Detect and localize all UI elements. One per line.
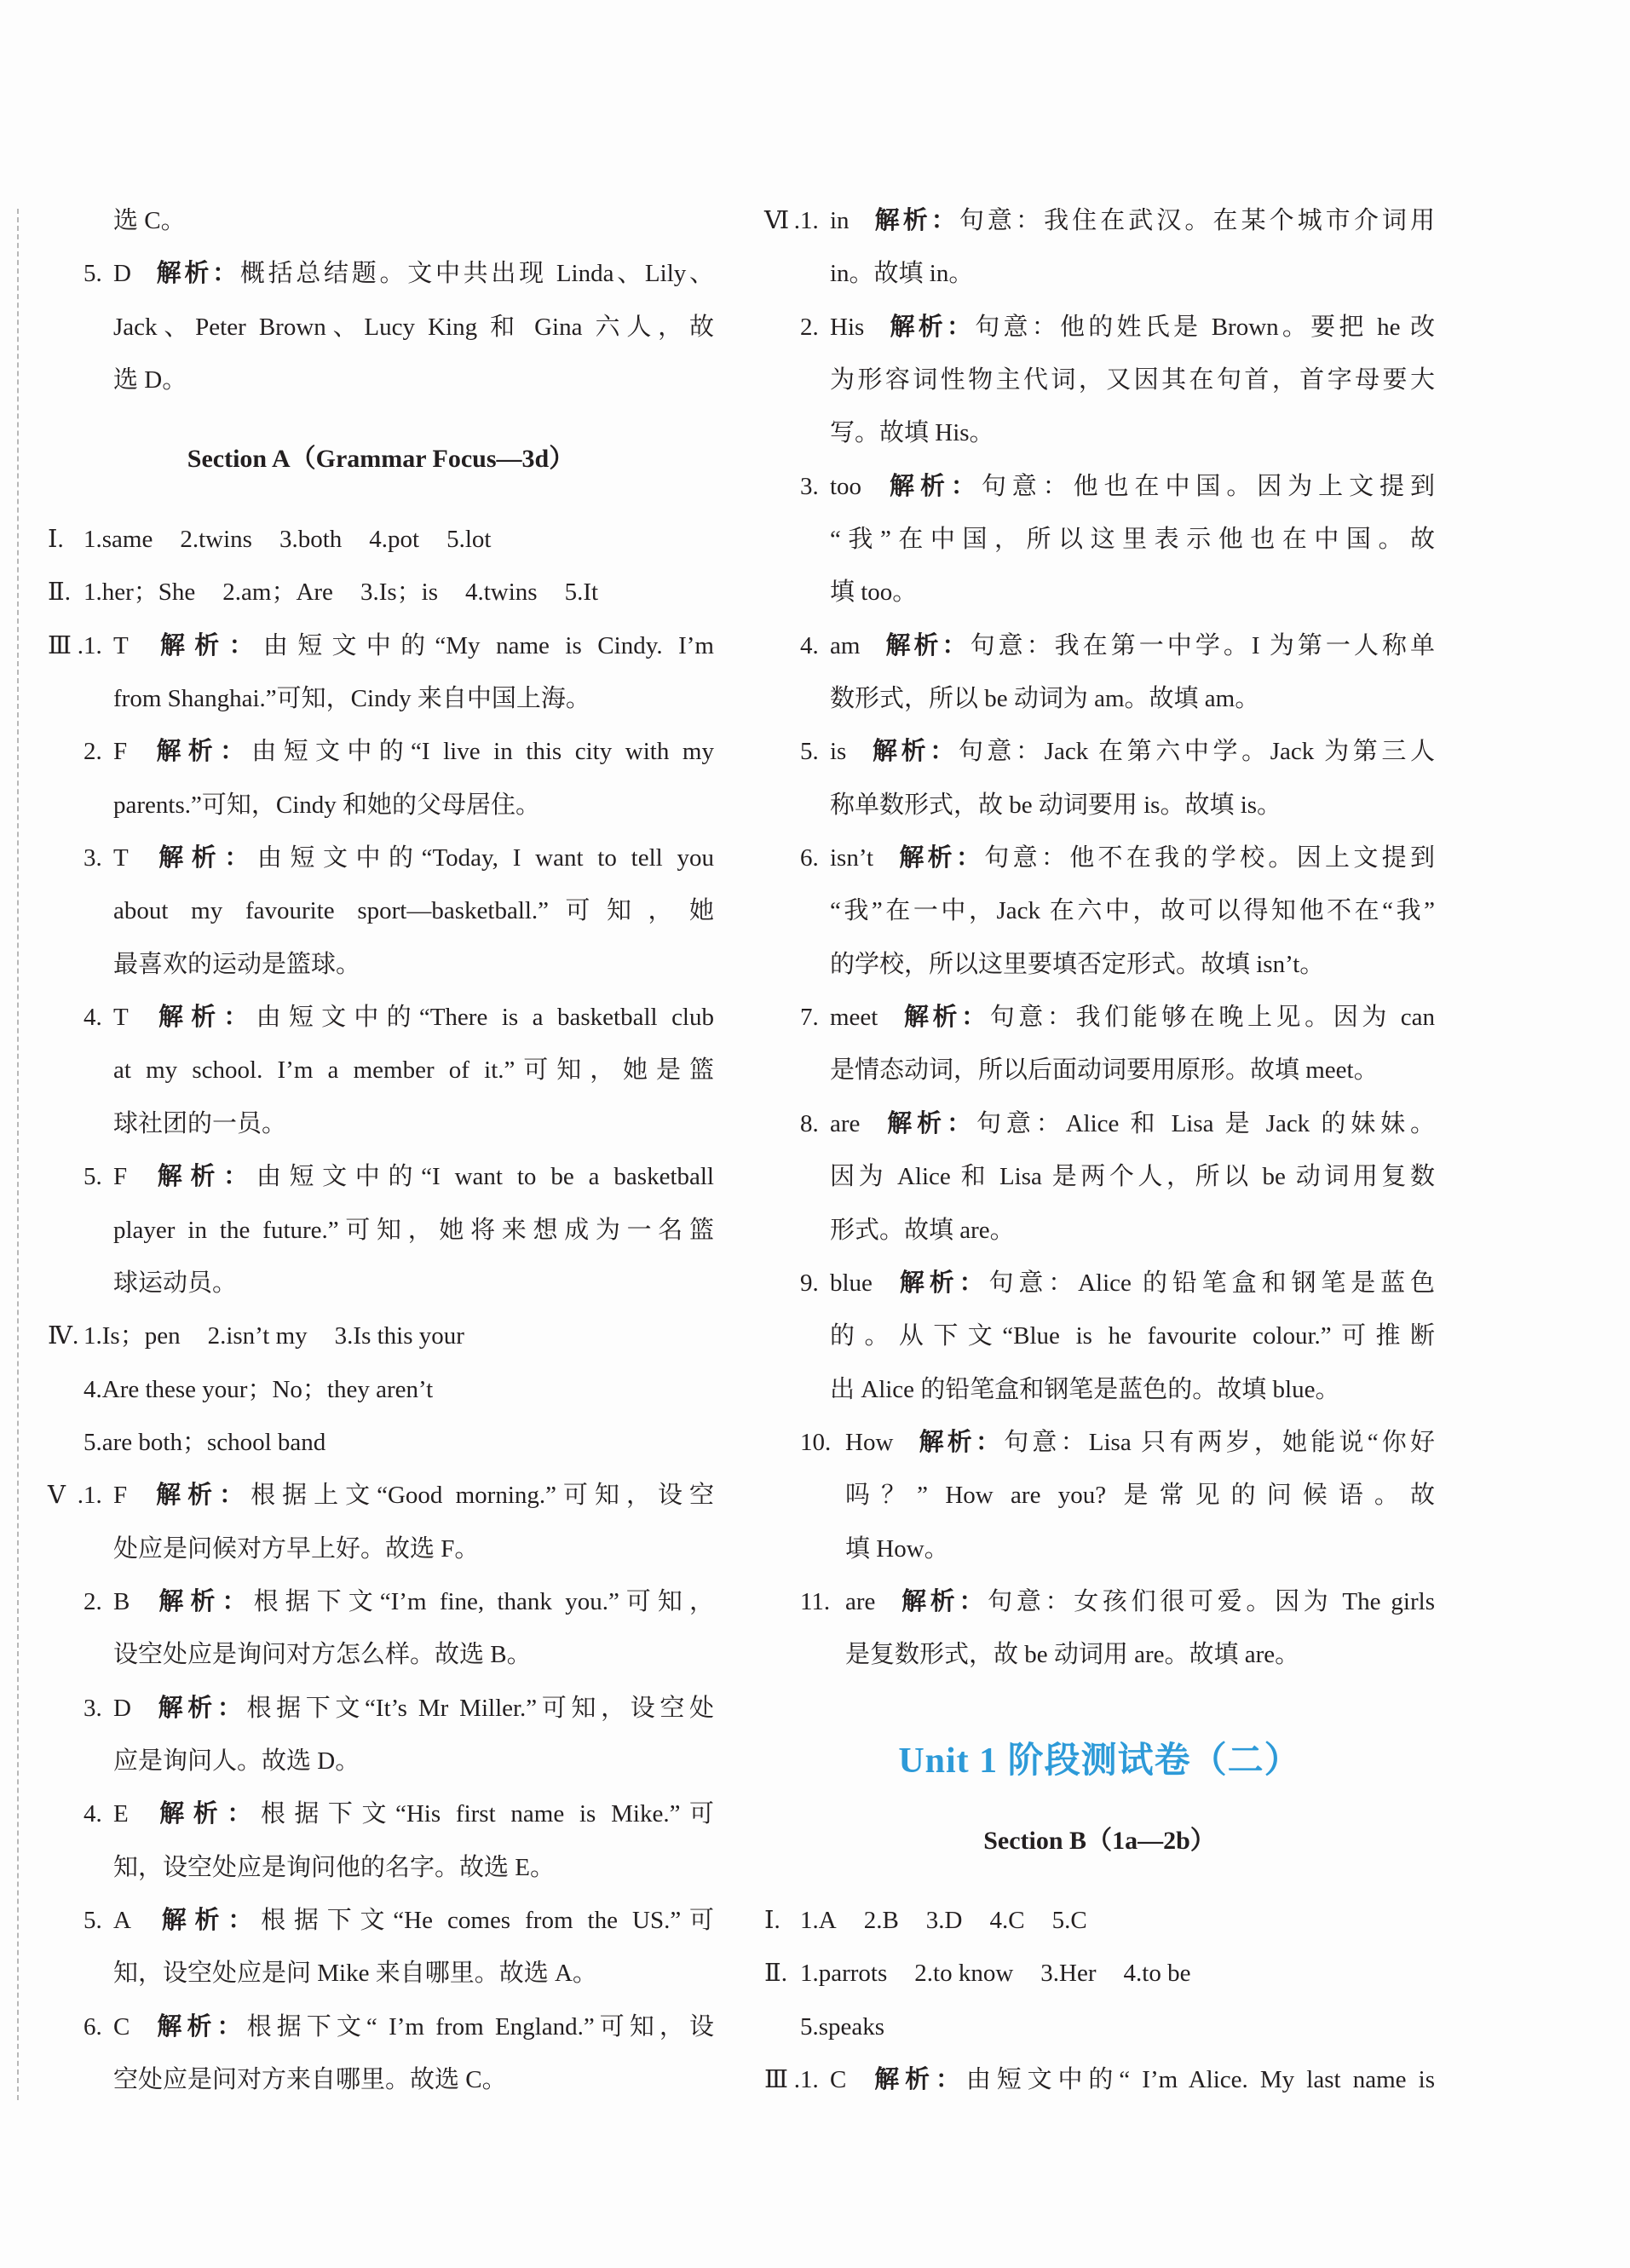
analysis-text: 由短文中的“There is a basketball club <box>256 1004 714 1032</box>
analysis-text: 根据下文“I’m fine, thank you.”可知， <box>253 1587 714 1615</box>
item-number: 8. <box>800 1109 819 1137</box>
analysis-line <box>48 301 714 354</box>
analysis-line <box>764 779 1435 832</box>
item-answer: in <box>830 206 850 234</box>
part-numeral: Ⅰ. <box>48 525 64 553</box>
answer-key: 5.lot <box>446 525 492 553</box>
answer-key: 2.B <box>863 1907 899 1934</box>
analysis-text: player in the future.”可知，她将来想成为一名篮 <box>113 1216 714 1244</box>
analysis-line <box>48 672 714 725</box>
analysis-label: 解析： <box>149 1482 251 1510</box>
analysis-line <box>48 194 714 247</box>
analysis-line <box>764 1523 1435 1575</box>
answer-key: 4.C <box>989 1907 1025 1934</box>
analysis-line <box>764 672 1435 725</box>
analysis-line <box>764 725 1435 778</box>
analysis-text: 称单数形式，故 be 动词要用 is。故填 is。 <box>830 791 1282 819</box>
analysis-text: 因为 Alice 和 Lisa 是两个人，所以 be 动词用复数 <box>830 1163 1435 1191</box>
analysis-line <box>764 1469 1435 1522</box>
analysis-text: 根据下文“He comes from the US.”可 <box>261 1907 714 1934</box>
answer-key: 1.parrots <box>800 1960 888 1988</box>
item-answer: am <box>830 631 861 659</box>
analysis-text: Jack、Peter Brown、Lucy King 和 Gina 六人，故 <box>113 313 714 341</box>
item-answer: too <box>830 472 862 500</box>
analysis-text: from Shanghai.”可知，Cindy 来自中国上海。 <box>113 685 590 712</box>
item-answer: T <box>113 631 129 659</box>
analysis-line <box>764 1575 1435 1628</box>
analysis-text: 形式。故填 are。 <box>830 1216 1015 1244</box>
analysis-line <box>48 1735 714 1787</box>
analysis-text: 由短文中的“ I’m Alice. My last name is <box>965 2066 1435 2094</box>
analysis-text: 的学校，所以这里要填否定形式。故填 isn’t。 <box>830 950 1325 978</box>
item-number: 6. <box>800 844 819 872</box>
analysis-text: 写。故填 His。 <box>830 419 994 447</box>
analysis-line <box>764 1150 1435 1203</box>
analysis-line <box>764 884 1435 937</box>
analysis-line <box>48 1044 714 1097</box>
analysis-text: 句意：Alice 和 Lisa 是 Jack 的妹妹。 <box>976 1109 1435 1137</box>
item-number: 2. <box>84 1587 102 1615</box>
answer-key: 5.are both；school band <box>84 1428 326 1456</box>
analysis-line <box>48 1628 714 1681</box>
answer-key: 2.isn’t my <box>207 1322 308 1350</box>
item-answer: blue <box>830 1269 873 1297</box>
item-answer: F <box>113 1163 128 1191</box>
item-answer: are <box>845 1587 876 1615</box>
left-column <box>48 0 714 2268</box>
analysis-line <box>764 619 1435 672</box>
answer-key: 1.Is；pen <box>84 1322 181 1350</box>
answer-key: 1.same <box>84 525 153 553</box>
section-title: Section B（1a—2b） <box>983 1826 1216 1855</box>
item-answer: A <box>113 1907 131 1934</box>
analysis-line <box>764 194 1435 247</box>
item-number: 1. <box>84 631 102 659</box>
analysis-line <box>48 1523 714 1575</box>
item-answer: B <box>113 1587 130 1615</box>
analysis-text: about my favourite sport—basketball.”可知，她 <box>113 897 714 925</box>
analysis-text: 由短文中的“I want to be a basketball <box>256 1163 714 1191</box>
analysis-label: 解析： <box>894 1269 989 1297</box>
analysis-line <box>764 566 1435 619</box>
analysis-line <box>48 938 714 991</box>
analysis-text: “我”在一中，Jack 在六中，故可以得知他不在“我” <box>830 897 1435 925</box>
analysis-line <box>48 1682 714 1735</box>
item-answer: F <box>113 1482 128 1510</box>
analysis-text: 球社团的一员。 <box>113 1109 287 1137</box>
item-number: 3. <box>84 1694 102 1722</box>
analysis-label: 解析： <box>896 844 985 872</box>
analysis-text: 最喜欢的运动是篮球。 <box>113 950 361 978</box>
analysis-text: 的。从下文“Blue is he favourite colour.”可推断 <box>830 1322 1435 1350</box>
item-answer: meet <box>830 1004 878 1032</box>
analysis-text: 句意：我住在武汉。在某个城市介词用 <box>959 206 1435 234</box>
analysis-line <box>48 1097 714 1150</box>
part-numeral: Ⅵ. <box>764 206 800 234</box>
analysis-text: 填 How。 <box>845 1534 949 1563</box>
analysis-text: 根据上文“Good morning.”可知，设空 <box>251 1482 714 1510</box>
analysis-line <box>48 1257 714 1310</box>
analysis-line <box>48 354 714 406</box>
part-numeral: Ⅴ. <box>48 1482 84 1510</box>
answer-row <box>48 1416 714 1469</box>
answer-key: 3.D <box>925 1907 963 1934</box>
analysis-label: 解析： <box>871 206 959 234</box>
item-answer: C <box>830 2066 847 2094</box>
analysis-line <box>764 1204 1435 1257</box>
answer-key: 4.pot <box>369 525 420 553</box>
unit-title: Unit 1 阶段测试卷（二） <box>898 1741 1301 1781</box>
answer-row <box>764 2000 1435 2053</box>
analysis-text: 根据下文“His first name is Mike.”可 <box>260 1800 714 1828</box>
analysis-text: at my school. I’m a member of it.”可知，她是篮 <box>113 1056 714 1085</box>
analysis-label: 解析： <box>153 260 240 288</box>
analysis-line <box>48 1150 714 1203</box>
analysis-text: 选 C。 <box>113 206 186 234</box>
answer-row <box>764 1947 1435 2000</box>
item-answer: E <box>113 1800 129 1828</box>
analysis-line <box>48 1947 714 2000</box>
analysis-line <box>764 460 1435 513</box>
analysis-text: 句意：Lisa 只有两岁，她能说“你好 <box>1004 1428 1435 1456</box>
item-answer: are <box>830 1109 861 1137</box>
item-number: 11. <box>800 1587 831 1615</box>
item-number: 2. <box>84 738 102 766</box>
analysis-line <box>764 832 1435 884</box>
analysis-line <box>764 1097 1435 1150</box>
answer-row <box>48 1363 714 1416</box>
binding-dashed-line <box>17 209 19 2100</box>
answer-key: 4.to be <box>1123 1960 1191 1988</box>
analysis-label: 解析： <box>149 738 252 766</box>
item-number: 1. <box>800 206 819 234</box>
analysis-line <box>48 1841 714 1894</box>
analysis-text: 句意：Alice 的铅笔盒和钢笔是蓝色 <box>988 1269 1435 1297</box>
answer-key: 5.C <box>1051 1907 1087 1934</box>
analysis-text: 句意：我们能够在晚上见。因为 can <box>989 1004 1435 1032</box>
analysis-line <box>764 1416 1435 1469</box>
analysis-text: 句意：Jack 在第六中学。Jack 为第三人 <box>958 738 1435 766</box>
analysis-text: parents.”可知，Cindy 和她的父母居住。 <box>113 791 541 819</box>
analysis-text: 由短文中的“Today, I want to tell you <box>256 844 714 872</box>
answer-key: 2.am；Are <box>222 579 333 607</box>
part-numeral: Ⅰ. <box>764 1907 780 1934</box>
analysis-line <box>764 991 1435 1044</box>
analysis-label: 解析： <box>886 313 976 341</box>
analysis-label: 解析： <box>150 1800 261 1828</box>
analysis-text: 句意：他不在我的学校。因上文提到 <box>984 844 1435 872</box>
analysis-text: 句意：女孩们很可爱。因为 The girls <box>988 1587 1435 1615</box>
answer-key: 3.Is；is <box>360 579 438 607</box>
analysis-label: 解析： <box>884 472 982 500</box>
analysis-text: 是复数形式，故 be 动词用 are。故填 are。 <box>845 1641 1300 1669</box>
analysis-text: 填 too。 <box>830 579 918 607</box>
analysis-line <box>764 938 1435 991</box>
part-numeral: Ⅱ. <box>48 579 71 607</box>
analysis-label: 解析： <box>152 1587 254 1615</box>
analysis-line <box>764 513 1435 566</box>
item-number: 4. <box>84 1800 102 1828</box>
analysis-line <box>764 1363 1435 1416</box>
answer-row <box>48 566 714 619</box>
answer-key: 5.It <box>564 579 599 607</box>
analysis-line <box>764 1310 1435 1362</box>
analysis-line <box>764 301 1435 354</box>
analysis-text: 根据下文“ I’m from England.”可知，设 <box>246 2012 714 2041</box>
analysis-label: 解析： <box>868 738 959 766</box>
answer-row <box>764 1894 1435 1947</box>
answer-key: 4.Are these your；No；they aren’t <box>84 1375 434 1403</box>
answer-key: 1.A <box>800 1907 837 1934</box>
item-answer: isn’t <box>830 844 874 872</box>
answer-key: 3.Her <box>1040 1960 1097 1988</box>
answer-key: 4.twins <box>464 579 538 607</box>
analysis-text: 根据下文“It’s Mr Miller.”可知，设空处 <box>246 1694 714 1722</box>
analysis-text: 处应是问候对方早上好。故选 F。 <box>113 1534 480 1563</box>
analysis-line <box>48 725 714 778</box>
analysis-line <box>48 247 714 300</box>
analysis-line <box>48 832 714 884</box>
analysis-line <box>48 991 714 1044</box>
item-number: 3. <box>800 472 819 500</box>
analysis-label: 解析： <box>150 1004 256 1032</box>
analysis-text: 出 Alice 的铅笔盒和钢笔是蓝色的。故填 blue。 <box>830 1375 1340 1403</box>
item-number: 7. <box>800 1004 819 1032</box>
analysis-line <box>764 2053 1435 2106</box>
analysis-line <box>764 1044 1435 1097</box>
analysis-text: 句意：他也在中国。因为上文提到 <box>981 472 1435 500</box>
part-numeral: Ⅳ. <box>48 1322 79 1350</box>
answer-row <box>48 1310 714 1362</box>
item-answer: F <box>113 738 128 766</box>
item-answer: His <box>830 313 865 341</box>
answer-key: 1.her；She <box>84 579 196 607</box>
analysis-line <box>764 247 1435 300</box>
analysis-line <box>48 1469 714 1522</box>
analysis-text: “我”在中国，所以这里表示他也在中国。故 <box>830 525 1435 553</box>
analysis-line <box>764 1628 1435 1681</box>
analysis-text: 由短文中的“I live in this city with my <box>251 738 714 766</box>
analysis-text: 数形式，所以 be 动词为 am。故填 am。 <box>830 685 1260 712</box>
analysis-line <box>48 619 714 672</box>
right-column <box>764 0 1435 2268</box>
answer-key: 2.twins <box>180 525 252 553</box>
analysis-line <box>48 1575 714 1628</box>
answer-key: 3.both <box>279 525 343 553</box>
item-number: 4. <box>800 631 819 659</box>
analysis-label: 解析： <box>882 631 971 659</box>
item-answer: is <box>830 738 847 766</box>
analysis-label: 解析： <box>915 1428 1005 1456</box>
answer-row <box>48 513 714 566</box>
analysis-text: 句意：我在第一中学。I 为第一人称单 <box>970 631 1435 659</box>
analysis-text: 由短文中的“My name is Cindy. I’m <box>262 631 714 659</box>
analysis-label: 解析： <box>152 2012 247 2041</box>
analysis-line <box>48 884 714 937</box>
item-answer: C <box>113 2012 130 2041</box>
analysis-text: in。故填 in。 <box>830 260 974 288</box>
analysis-line <box>764 354 1435 406</box>
analysis-label: 解析： <box>150 844 257 872</box>
analysis-line <box>48 2000 714 2053</box>
analysis-label: 解析： <box>153 1694 247 1722</box>
analysis-text: 知，设空处应是问 Mike 来自哪里。故选 A。 <box>113 1960 597 1988</box>
analysis-text: 设空处应是询问对方怎么样。故选 B。 <box>113 1641 532 1669</box>
analysis-text: 吗？” How are you? 是常见的问候语。故 <box>845 1482 1435 1510</box>
analysis-text: 为形容词性物主代词，又因其在句首，首字母要大 <box>830 366 1435 394</box>
item-number: 5. <box>84 1907 102 1934</box>
part-numeral: Ⅲ. <box>48 631 84 659</box>
analysis-label: 解析： <box>868 2066 966 2094</box>
item-answer: D <box>113 1694 131 1722</box>
item-number: 6. <box>84 2012 102 2041</box>
item-number: 9. <box>800 1269 819 1297</box>
item-answer: T <box>113 1004 129 1032</box>
analysis-text: 选 D。 <box>113 366 187 394</box>
analysis-label: 解析： <box>897 1587 988 1615</box>
item-number: 5. <box>84 1163 102 1191</box>
analysis-label: 解析： <box>149 1163 256 1191</box>
analysis-line <box>48 1894 714 1947</box>
answer-key: 5.speaks <box>800 2012 885 2041</box>
analysis-line <box>48 779 714 832</box>
part-numeral: Ⅱ. <box>764 1960 787 1988</box>
answer-key: 2.to know <box>914 1960 1014 1988</box>
item-number: 3. <box>84 844 102 872</box>
item-number: 5. <box>84 260 102 288</box>
item-answer: D <box>113 260 131 288</box>
item-number: 4. <box>84 1004 102 1032</box>
item-number: 5. <box>800 738 819 766</box>
section-title: Section A（Grammar Focus—3d） <box>187 445 575 474</box>
answer-key: 3.Is this your <box>334 1322 464 1350</box>
analysis-text: 概括总结题。文中共出现 Linda、Lily、 <box>239 260 714 288</box>
item-number: 10. <box>800 1428 832 1456</box>
analysis-label: 解析： <box>900 1004 990 1032</box>
analysis-label: 解析： <box>153 1907 262 1934</box>
item-number: 1. <box>800 2066 819 2094</box>
analysis-label: 解析： <box>882 1109 976 1137</box>
analysis-text: 知，设空处应是询问他的名字。故选 E。 <box>113 1853 555 1881</box>
analysis-text: 应是询问人。故选 D。 <box>113 1747 360 1775</box>
item-number: 2. <box>800 313 819 341</box>
analysis-text: 是情态动词，所以后面动词要用原形。故填 meet。 <box>830 1056 1379 1085</box>
analysis-line <box>764 406 1435 459</box>
item-answer: T <box>113 844 129 872</box>
analysis-label: 解析： <box>150 631 263 659</box>
analysis-line <box>48 1787 714 1840</box>
item-answer: How <box>845 1428 894 1456</box>
analysis-text: 球运动员。 <box>113 1269 238 1297</box>
analysis-text: 句意：他的姓氏是 Brown。要把 he 改 <box>975 313 1435 341</box>
analysis-line <box>48 2053 714 2106</box>
analysis-line <box>48 1204 714 1257</box>
analysis-line <box>764 1257 1435 1310</box>
item-number: 1. <box>84 1482 102 1510</box>
analysis-text: 空处应是问对方来自哪里。故选 C。 <box>113 2066 507 2094</box>
part-numeral: Ⅲ. <box>764 2066 800 2094</box>
